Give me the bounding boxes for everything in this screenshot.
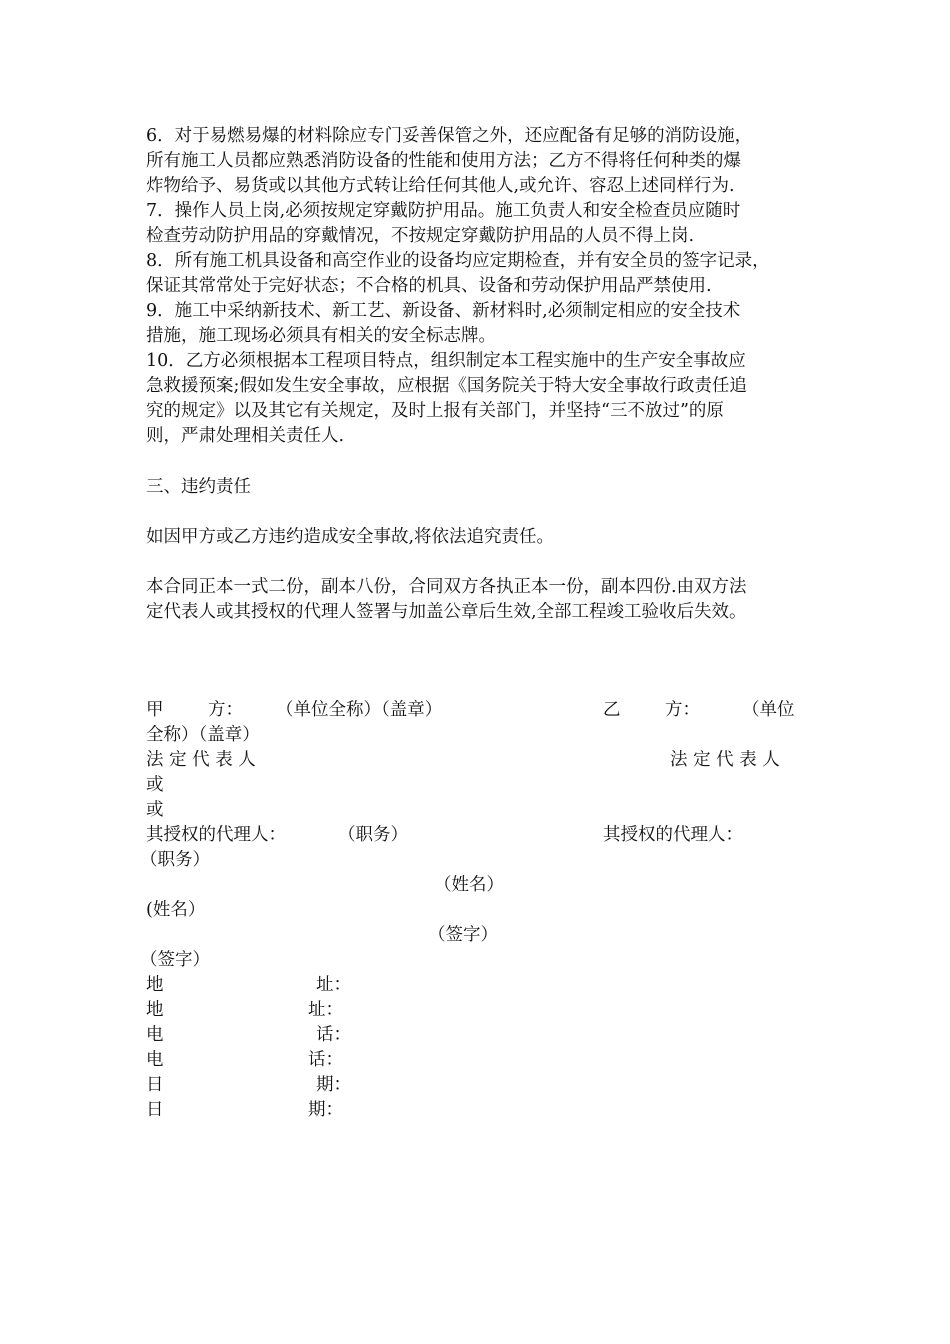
- clause-7-line-1: 7．操作人员上岗,必须按规定穿戴防护用品。施工负责人和安全检查员应随时: [146, 201, 741, 221]
- or-label-2: 或: [146, 800, 164, 820]
- agent-a-label: 其授权的代理人：: [146, 825, 286, 845]
- clause-10-line-3: 究的规定》以及其它有关规定，及时上报有关部门，并坚持“三不放过”的原: [146, 401, 724, 421]
- address-2-label-start: 地: [146, 1000, 164, 1020]
- clause-6-line-1: 6．对于易燃易爆的材料除应专门妥善保管之外，还应配备有足够的消防设施，: [146, 126, 753, 146]
- address-1-label-start: 地: [146, 975, 164, 995]
- date-1-label-end: 期：: [316, 1075, 351, 1095]
- phone-2-label-start: 电: [146, 1050, 164, 1070]
- name-label-1: （姓名）: [434, 875, 504, 895]
- clause-8-line-1: 8．所有施工机具设备和高空作业的设备均应定期检查，并有安全员的签字记录，: [146, 251, 770, 271]
- clause-8-line-2: 保证其常常处于完好状态；不合格的机具、设备和劳动保护用品严禁使用.: [146, 276, 712, 296]
- clause-10-line-4: 则，严肃处理相关责任人.: [146, 426, 345, 446]
- party-a-label: 甲 方：: [146, 700, 244, 720]
- clause-9-line-2: 措施，施工现场必须具有相关的安全标志牌。: [146, 326, 496, 346]
- party-a-unit: （单位全称）（盖章）: [276, 700, 443, 720]
- position-a-label: （职务）: [338, 825, 408, 845]
- closing-line-1: 本合同正本一式二份，副本八份，合同双方各执正本一份，副本四份.由双方法: [146, 577, 747, 597]
- clause-7-line-2: 检查劳动防护用品的穿戴情况，不按规定穿戴防护用品的人员不得上岗.: [146, 226, 695, 246]
- legal-rep-a-label: 法 定 代 表 人: [146, 750, 256, 770]
- address-1-label-end: 址：: [316, 975, 351, 995]
- phone-2-label-end: 话：: [308, 1050, 343, 1070]
- or-label-1: 或: [146, 775, 164, 795]
- party-b-unit-part-1: （单位: [742, 700, 795, 720]
- date-1-label-start: 日: [146, 1075, 164, 1095]
- phone-1-label-start: 电: [146, 1025, 164, 1045]
- clause-10-line-2: 急救援预案;假如发生安全事故，应根据《国务院关于特大安全事故行政责任追: [146, 376, 747, 396]
- date-2-label-end: 期：: [308, 1100, 343, 1120]
- date-2-label-start: 日: [146, 1100, 164, 1120]
- party-b-label: 乙 方：: [603, 700, 701, 720]
- agent-b-label: 其授权的代理人：: [603, 825, 743, 845]
- legal-rep-b-label: 法 定 代 表 人: [670, 750, 780, 770]
- section-3-body: 如因甲方或乙方违约造成安全事故,将依法追究责任。: [146, 527, 555, 547]
- section-3-heading: 三、违约责任: [146, 477, 251, 497]
- closing-line-2: 定代表人或其授权的代理人签署与加盖公章后生效,全部工程竣工验收后失效。: [146, 602, 747, 622]
- party-b-unit-part-2: 全称）（盖章）: [146, 725, 260, 745]
- name-label-2: (姓名）: [146, 900, 206, 920]
- clause-6-line-2: 所有施工人员都应熟悉消防设备的性能和使用方法；乙方不得将任何种类的爆: [146, 151, 741, 171]
- clause-9-line-1: 9．施工中采纳新技术、新工艺、新设备、新材料时,必须制定相应的安全技术: [146, 301, 741, 321]
- address-2-label-end: 址：: [308, 1000, 343, 1020]
- sign-label-1: （签字）: [428, 925, 498, 945]
- phone-1-label-end: 话：: [316, 1025, 351, 1045]
- position-b-label: （职务）: [140, 850, 210, 870]
- clause-6-line-3: 炸物给予、易货或以其他方式转让给任何其他人,或允许、容忍上述同样行为.: [146, 176, 735, 196]
- sign-label-2: （签字）: [140, 950, 210, 970]
- clause-10-line-1: 10．乙方必须根据本工程项目特点，组织制定本工程实施中的生产安全事故应: [146, 351, 746, 371]
